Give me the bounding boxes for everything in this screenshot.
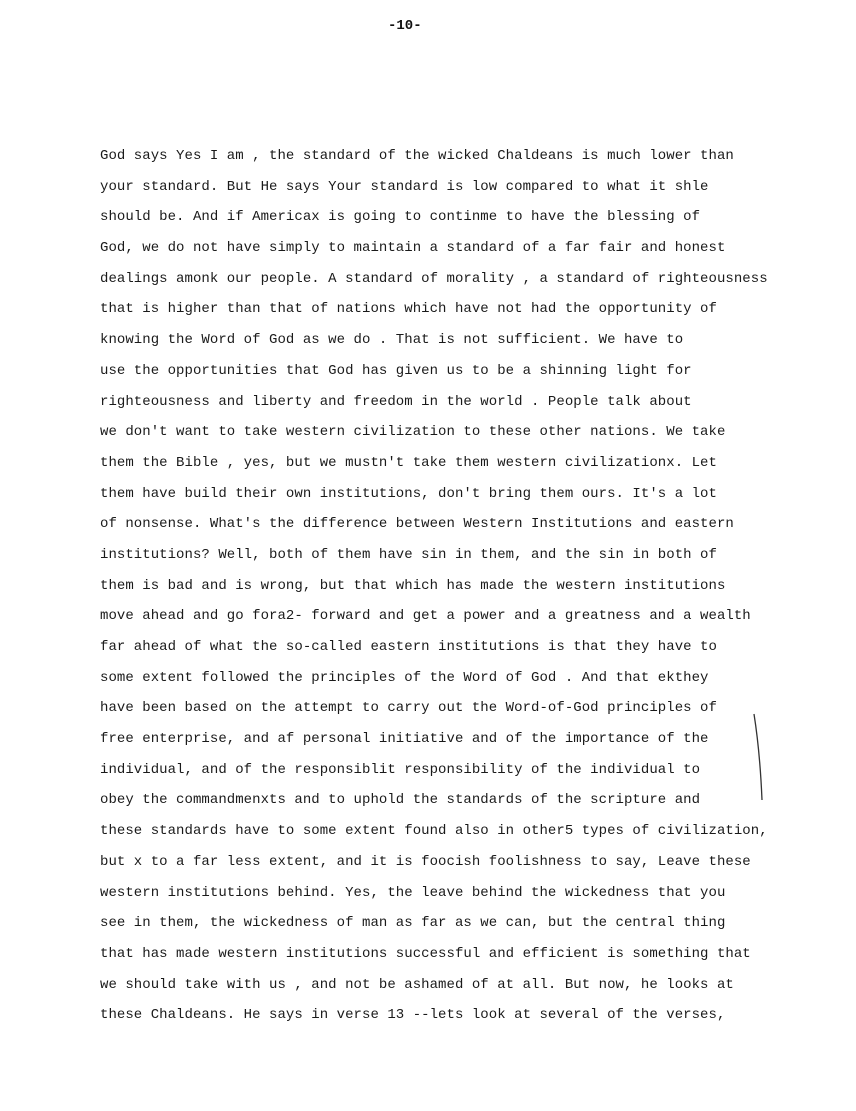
text-line: some extent followed the principles of the Word of God . And that ekthey: [100, 669, 709, 686]
page-number: -10-: [388, 18, 422, 34]
text-line: that is higher than that of nations which have not had the opportunity of: [100, 301, 717, 318]
text-line: your standard. But He says Your standard is low compared to what it shle: [100, 178, 709, 195]
text-line: see in them, the wickedness of man as far as we can, but the central thing: [100, 915, 726, 932]
text-line: we don't want to take western civilization to these other nations. We take: [100, 424, 726, 441]
text-line: righteousness and liberty and freedom in the world . People talk about: [100, 393, 692, 410]
typewritten-body: [100, 146, 768, 1036]
text-line: free enterprise, and af personal initiative and of the importance of the: [100, 731, 709, 748]
text-line: individual, and of the responsiblit responsibility of the individual to: [100, 761, 701, 778]
text-line: institutions? Well, both of them have sin in them, and the sin in both of: [100, 546, 717, 563]
text-line: that has made western institutions successful and efficient is something that: [100, 945, 751, 962]
text-line: move ahead and go fora2- forward and get a power and a greatness and a wealth: [100, 608, 751, 625]
text-line: western institutions behind. Yes, the leave behind the wickedness that you: [100, 884, 726, 901]
text-line: them the Bible , yes, but we mustn't take them western civilizationx. Let: [100, 454, 717, 471]
text-line: dealings amonk our people. A standard of morality , a standard of righteousness: [100, 270, 768, 287]
text-line: far ahead of what the so-called eastern institutions is that they have to: [100, 639, 717, 655]
text-line: should be. And if Americax is going to continme to have the blessing of: [100, 209, 701, 226]
text-line: knowing the Word of God as we do . That is not sufficient. We have to: [100, 332, 684, 349]
margin-pencil-mark: [752, 712, 772, 802]
text-line: God says Yes I am , the standard of the wicked Chaldeans is much lower than: [100, 148, 734, 164]
text-line: these standards have to some extent found also in other5 types of civilization,: [100, 823, 768, 840]
text-line: these Chaldeans. He says in verse 13 --lets look at several of the verses,: [100, 1007, 726, 1024]
text-line: obey the commandmenxts and to uphold the standards of the scripture and: [100, 792, 701, 809]
text-line: of nonsense. What's the difference between Western Institutions and eastern: [100, 516, 734, 533]
text-line: them have build their own institutions, don't bring them ours. It's a lot: [100, 485, 717, 502]
text-line: God, we do not have simply to maintain a standard of a far fair and honest: [100, 240, 726, 257]
text-line: we should take with us , and not be ashamed of at all. But now, he looks at: [100, 976, 734, 993]
text-line: them is bad and is wrong, but that which has made the western institutions: [100, 577, 726, 594]
text-line: use the opportunities that God has given us to be a shinning light for: [100, 362, 692, 379]
text-line: have been based on the attempt to carry out the Word-of-God principles of: [100, 700, 717, 717]
text-line: but x to a far less extent, and it is foocish foolishness to say, Leave these: [100, 853, 751, 870]
